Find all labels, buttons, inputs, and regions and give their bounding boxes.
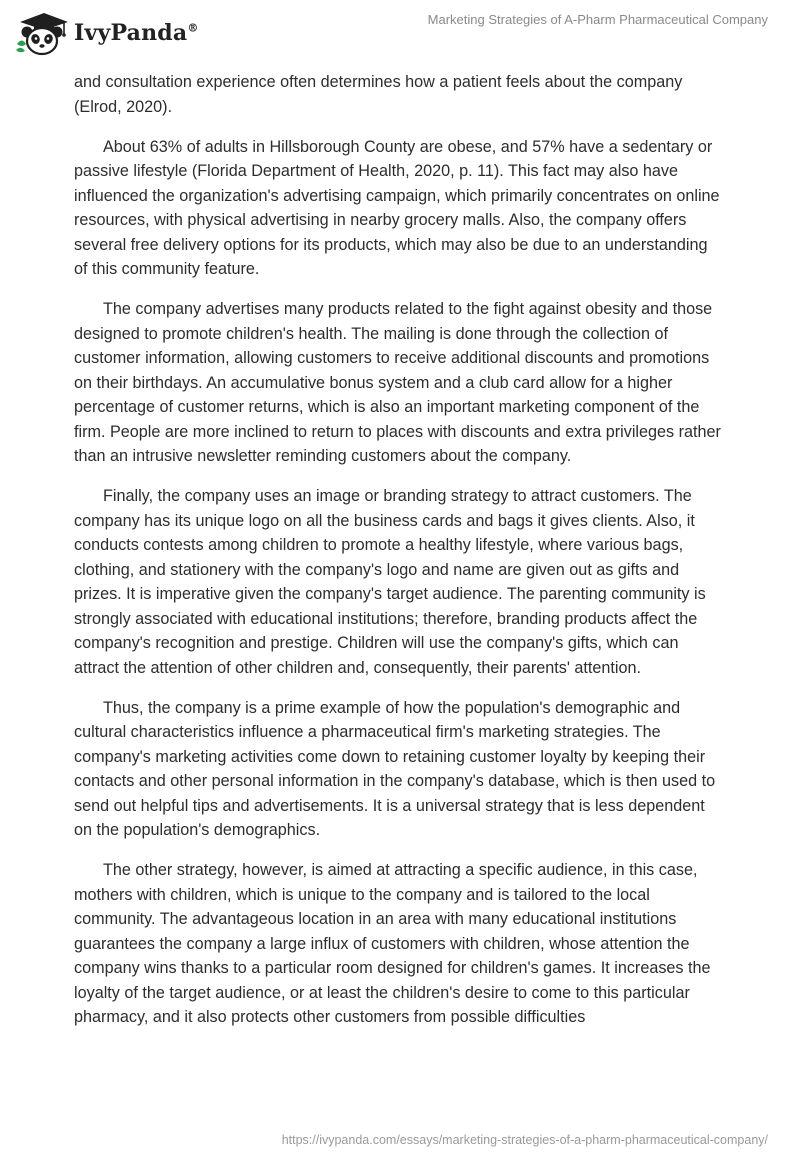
document-title: Marketing Strategies of A-Pharm Pharmaceutical Company xyxy=(427,12,768,27)
source-url-link[interactable]: https://ivypanda.com/essays/marketing-strategies-of-a-pharm-pharmaceutical-company/ xyxy=(281,1133,768,1147)
paragraph: The company advertises many products related to the fight against obesity and those designed to promote children's health. The mailing is done through the collection of customer information, allowing customers to receive additional discounts and promotions on their birthdays. An accumulative bonus system and a club card allow for a higher percentage of customer returns, which is also an important marketing component of the firm. People are more inclined to return to places with discounts and extra privileges rather than an intrusive newsletter reminding customers about the company. xyxy=(74,300,721,465)
logo-wordmark: IvyPanda® xyxy=(74,20,199,46)
paragraph: Finally, the company uses an image or branding strategy to attract customers. The company has its unique logo on all the business cards and bags it gives clients. Also, it conducts contests among children to promote a healthy lifestyle, where various bags, clothing, and stationery with the company's logo and name are given out as gifts and prizes. It is imperative given the company's target audience. The parenting community is strongly associated with educational institutions; therefore, branding products affect the company's recognition and prestige. Children will use the company's gifts, which can attract the attention of other children and, consequently, their parents' attention. xyxy=(74,487,706,677)
ivypanda-logo-link[interactable] xyxy=(14,10,199,56)
panda-graduate-icon xyxy=(14,10,70,56)
page-header xyxy=(0,0,800,64)
paragraph-continued: and consultation experience often determines how a patient feels about the company (Elrod, 2020). xyxy=(74,73,683,116)
paragraph: About 63% of adults in Hillsborough County are obese, and 57% have a sedentary or passive lifestyle (Florida Department of Health, 2020, p. 11). This fact may also have influenced the organization's advertising campaign, which primarily concentrates on online resources, with physical advertising in nearby grocery malls. Also, the company offers several free delivery options for its products, which may also be due to an understanding of this community feature. xyxy=(74,137,720,278)
essay-body xyxy=(74,70,722,1045)
paragraph: Thus, the company is a prime example of how the population's demographic and cultural characteristics influence a pharmaceutical firm's marketing strategies. The company's marketing activities come down to retaining customer loyalty by keeping their contacts and other personal information in the company's database, which is then used to send out helpful tips and advertisements. It is a universal strategy that is less dependent on the population's demographics. xyxy=(74,698,716,839)
paragraph: The other strategy, however, is aimed at attracting a specific audience, in this case, mothers with children, which is unique to the company and is tailored to the local community. The advantageous location in an area with many educational institutions guarantees the company a large influx of customers with children, whose attention the company wins thanks to a particular room designed for children's games. It increases the loyalty of the target audience, or at least the children's desire to come to this particular pharmacy, and it also protects other customers from possible difficulties xyxy=(74,861,711,1026)
